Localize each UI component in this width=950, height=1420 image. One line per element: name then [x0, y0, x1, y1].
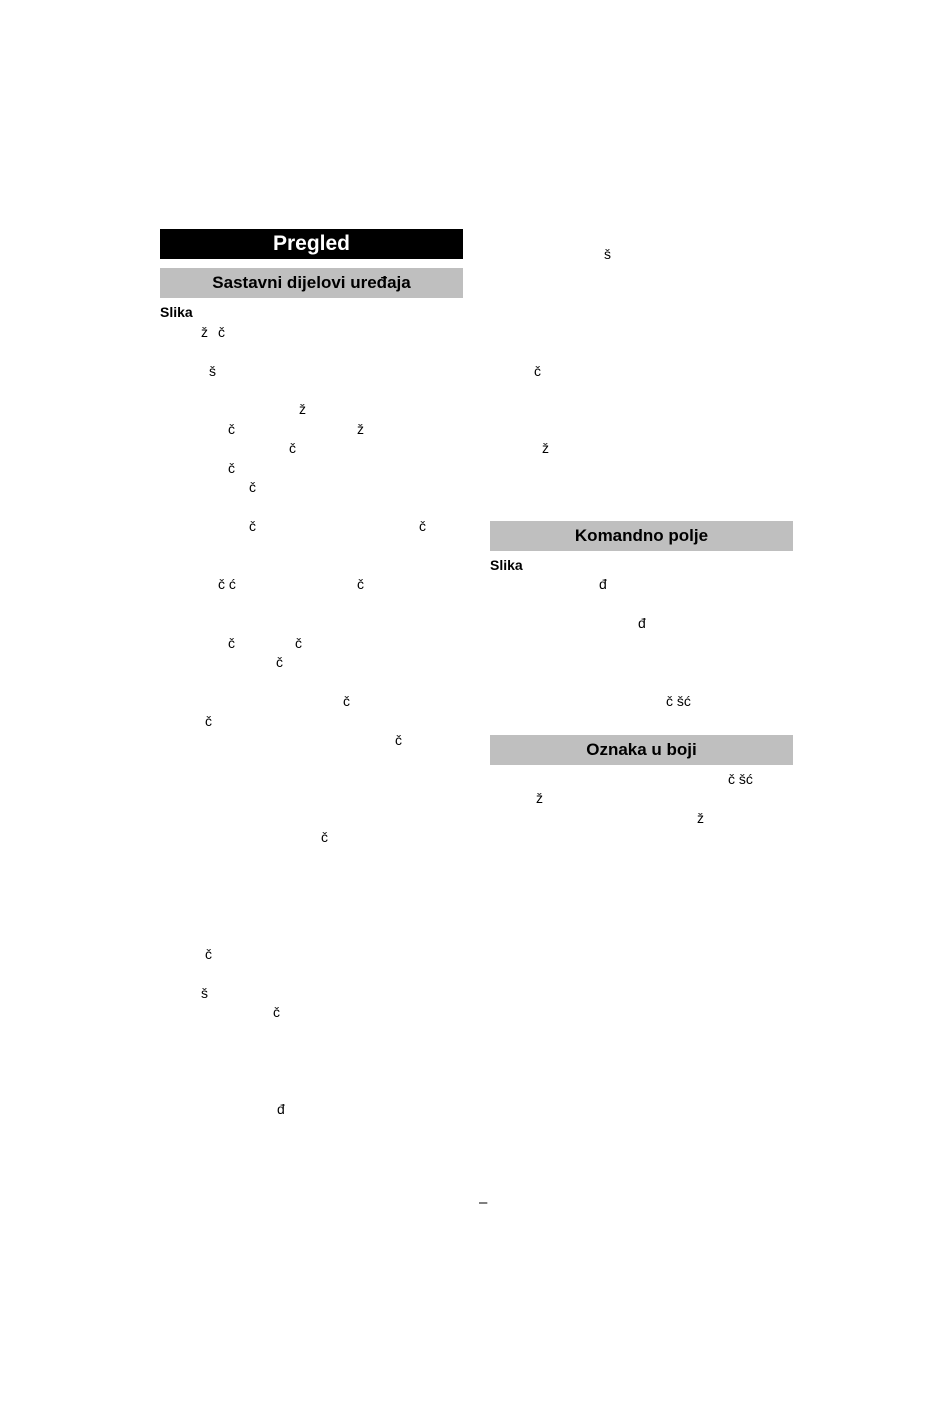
text-fragment: č	[218, 324, 225, 340]
text-fragment: č	[419, 518, 426, 534]
text-fragment: ž	[357, 421, 364, 437]
text-fragment: č	[273, 1004, 280, 1020]
text-fragment: č šć	[728, 771, 753, 787]
text-fragment: č šć	[666, 693, 691, 709]
text-fragment: č ć	[218, 576, 236, 592]
text-fragment: ž	[201, 324, 208, 340]
text-fragment: č	[205, 713, 212, 729]
text-fragment: ž	[542, 440, 549, 456]
text-fragment: đ	[638, 615, 646, 631]
text-fragment: č	[249, 518, 256, 534]
text-fragment: ž	[299, 401, 306, 417]
text-fragment: š	[209, 363, 216, 379]
text-fragment: š	[604, 246, 611, 262]
text-fragment: č	[228, 460, 235, 476]
text-fragment: đ	[599, 576, 607, 592]
text-fragment: č	[228, 635, 235, 651]
text-fragment: č	[228, 421, 235, 437]
color-code-heading: Oznaka u boji	[490, 735, 793, 765]
text-fragment: č	[295, 635, 302, 651]
text-fragment: č	[357, 576, 364, 592]
text-fragment: č	[343, 693, 350, 709]
text-fragment: č	[249, 479, 256, 495]
figure-label: Slika	[490, 557, 523, 573]
text-fragment: č	[289, 440, 296, 456]
text-fragment: đ	[277, 1101, 285, 1117]
page-number-mark: –	[479, 1194, 488, 1211]
text-fragment: ž	[536, 790, 543, 806]
text-fragment: ž	[697, 810, 704, 826]
text-fragment: č	[321, 829, 328, 845]
figure-label: Slika	[160, 304, 193, 320]
text-fragment: č	[534, 363, 541, 379]
overview-title-banner: Pregled	[160, 229, 463, 259]
text-fragment: č	[395, 732, 402, 748]
text-fragment: č	[205, 946, 212, 962]
text-fragment: š	[201, 985, 208, 1001]
device-components-heading: Sastavni dijelovi uređaja	[160, 268, 463, 298]
text-fragment: č	[276, 654, 283, 670]
control-panel-heading: Komandno polje	[490, 521, 793, 551]
